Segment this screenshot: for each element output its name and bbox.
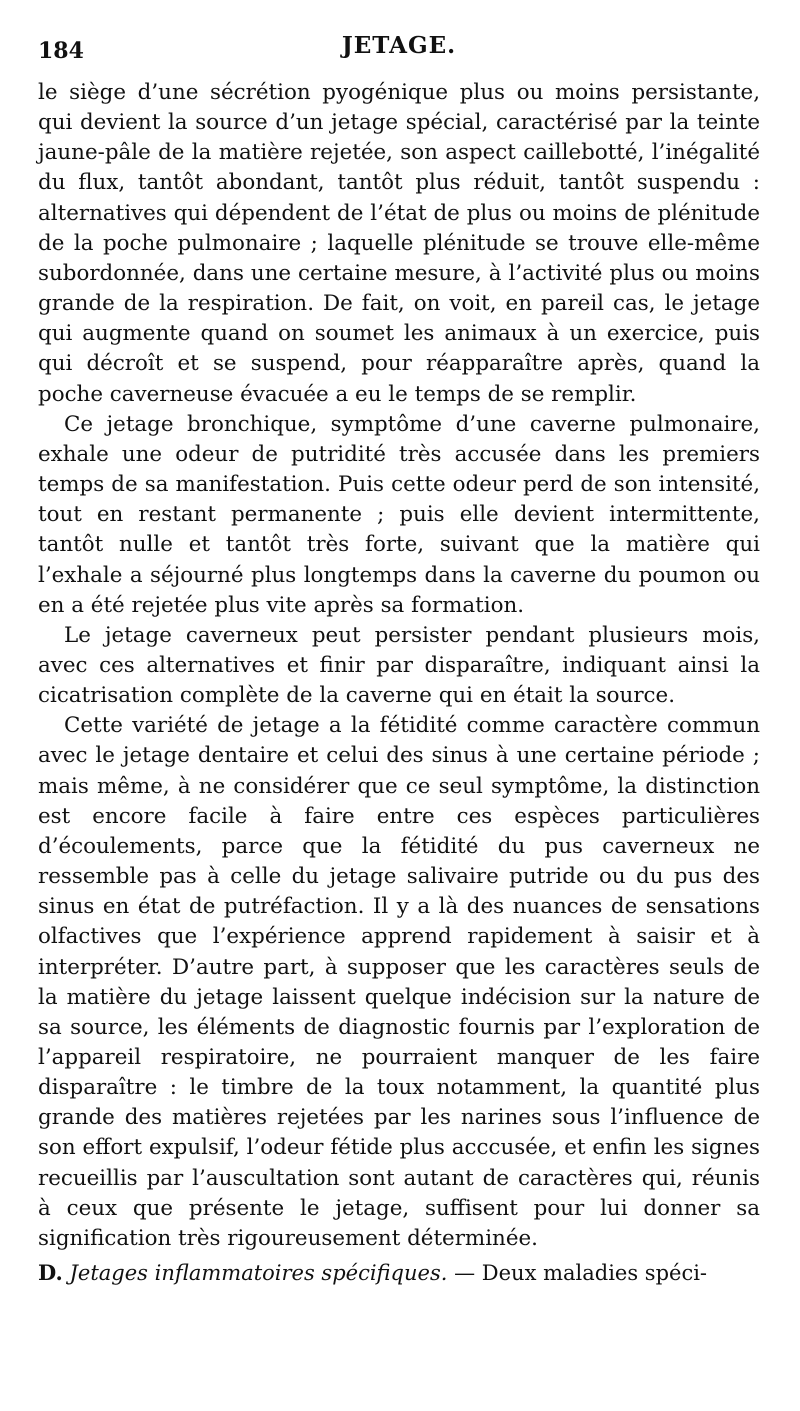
section-letter: D. <box>38 1260 63 1286</box>
paragraph-cavernous-discharge: Le jetage caverneux peut persister pendant plusieurs mois, avec ces alternatives et finir par disparaître, indiquant ainsi la cicatrisation complète de la caverne qui en était la source. <box>38 622 760 709</box>
paragraph-fetidity: Cette variété de jetage a la fétidité comme caractère commun avec le jetage dentaire et celui des sinus à une certaine période ; mais même, à ne considérer que ce seul symptôme, la distinction est encore facile à faire entre ces espèces particulières d’écoulements, parce que la fétidité du pus caverneux ne ressemble pas à celle du jetage salivaire putride ou du pus des sinus en état de putréfaction. Il y a là des nuances de sensations olfactives que l’expérience apprend rapidement à saisir et à interpréter. D’autre part, à supposer que les caractères seuls de la matière du jetage laissent quelque indécision sur la nature de sa source, les éléments de diagnostic fournis par l’exploration de l’appareil respiratoire, ne pourraient manquer de les faire disparaître : le timbre de la toux notamment, la quantité plus grande des matières rejetées par les narines sous l’influence de son effort expulsif, l’odeur fétide plus acccusée, et enfin les signes recueillis par l’auscultation sont autant de caractères qui, réunis à ceux que présente le jetage, suffisent pour lui donner sa signification très rigoureusement déterminée. <box>38 713 760 1251</box>
section-title: Jetages inflammatoires spécifiques. <box>69 1261 448 1286</box>
running-title: JETAGE. <box>341 32 457 59</box>
paragraph-bronchial-discharge: Ce jetage bronchique, symptôme d’une caverne pulmonaire, exhale une odeur de putridité très accusée dans les premiers temps de sa manifestation. Puis cette odeur perd de son intensité, tout en restant permanente ; puis elle devient intermittente, tantôt nulle et tantôt très forte, suivant que la matière qui l’exhale a séjourné plus longtemps dans la caverne du poumon ou en a été rejetée plus vite après sa formation. <box>38 411 760 618</box>
section-heading-line <box>38 1258 760 1288</box>
body-text <box>38 78 760 1254</box>
page-number: 184 <box>38 38 84 64</box>
page-header <box>38 32 760 76</box>
section-text: — Deux maladies spéci- <box>454 1261 708 1286</box>
paragraph-continuation: le siège d’une sécrétion pyogénique plus ou moins persistante, qui devient la source d’un jetage spécial, caractérisé par la teinte jaune-pâle de la matière rejetée, son aspect caillebotté, l’inégalité du flux, tantôt abondant, tantôt plus réduit, tantôt suspendu : alternatives qui dépendent de l’état de plus ou moins de plénitude de la poche pulmonaire ; laquelle plénitude se trouve elle-même subordonnée, dans une certaine mesure, à l’activité plus ou moins grande de la respiration. De fait, on voit, en pareil cas, le jetage qui augmente quand on soumet les animaux à un exercice, puis qui décroît et se suspend, pour réapparaître après, quand la poche caverneuse évacuée a eu le temps de se remplir. <box>38 80 760 407</box>
